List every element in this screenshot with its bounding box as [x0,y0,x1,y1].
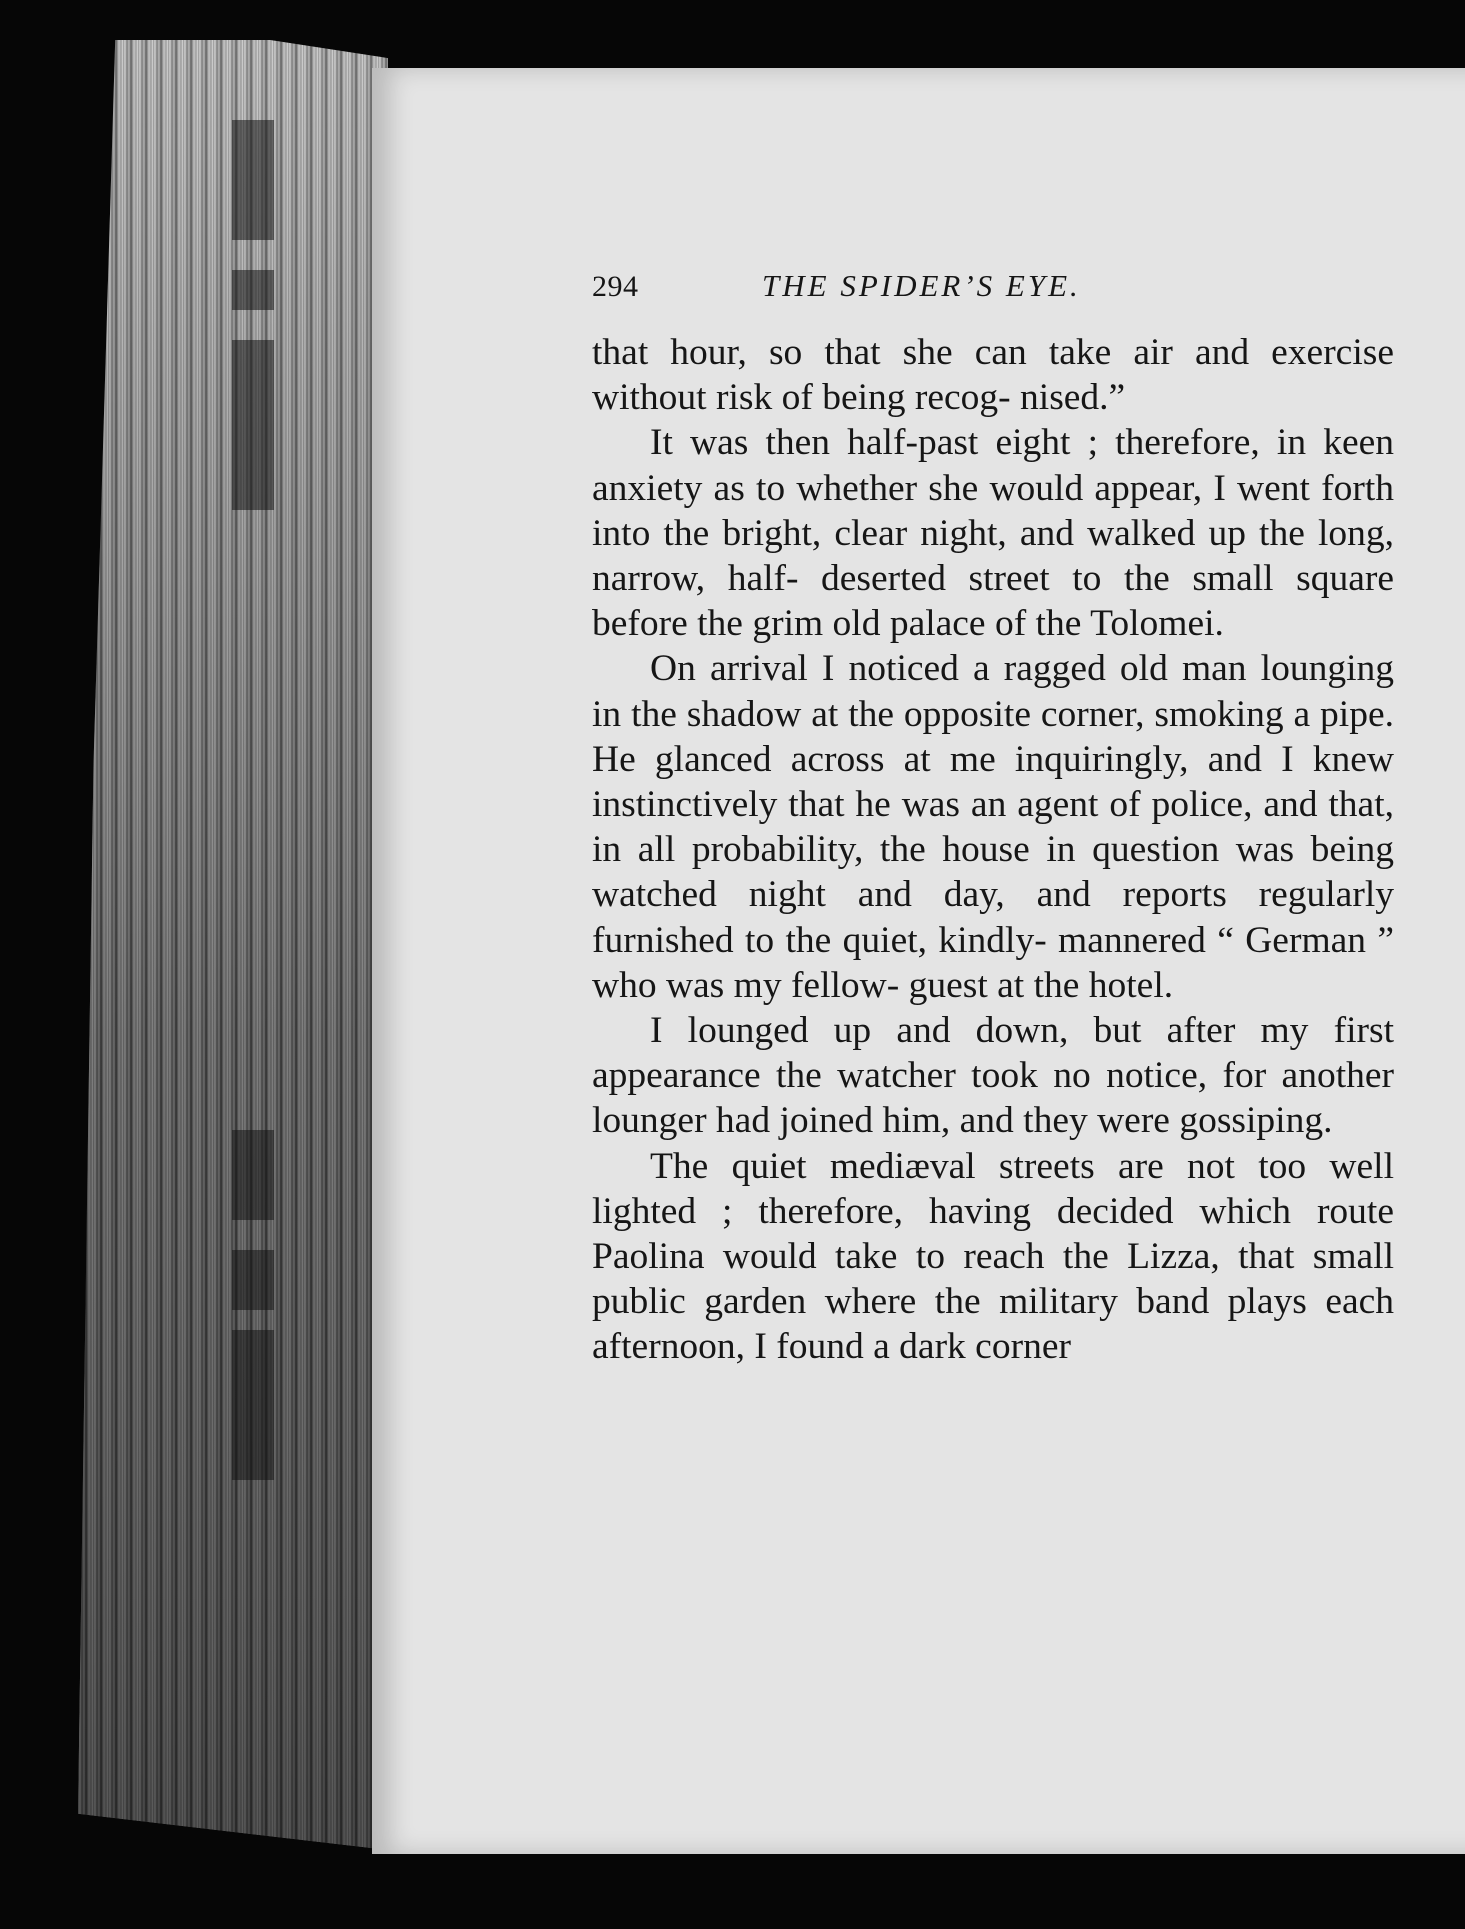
page-number: 294 [592,270,639,303]
spine-ink-marks [232,120,282,1720]
paragraph: It was then half-past eight ; therefore, in keen anxiety as to whether she would appear, I went forth into the bright, clear night, and walked up the long, narrow, half- deserted street to the small square before the grim old palace of the Tolomei. [592,422,1394,645]
paragraph: On arrival I noticed a ragged old man lounging in the shadow at the opposite corner, smoking a pipe. He glanced across at me inquiringly, and I knew instinctively that he was an agent of police, and that, in all probability, the house in question was being watched night and day, and reports regularly furnished to the quiet, kindly- mannered “ German ” who was my fellow- guest at the hotel. [592,648,1394,1006]
paragraph: I lounged up and down, but after my first appearance the watcher took no notice, for another lounger had joined him, and they were gossiping. [592,1010,1394,1142]
paragraph: The quiet mediæval streets are not too well lighted ; therefore, having decided which route Paolina would take to reach the Lizza, that small public garden where the military band plays each afternoon, I found a dark corner [592,1145,1394,1368]
paragraph: that hour, so that she can take air and exercise without risk of being recog- nised.” [592,332,1394,419]
running-head [592,268,1394,312]
running-title: THE SPIDER’S EYE. [762,268,1081,303]
page-text-block [592,268,1394,1370]
body-text [592,330,1394,1370]
